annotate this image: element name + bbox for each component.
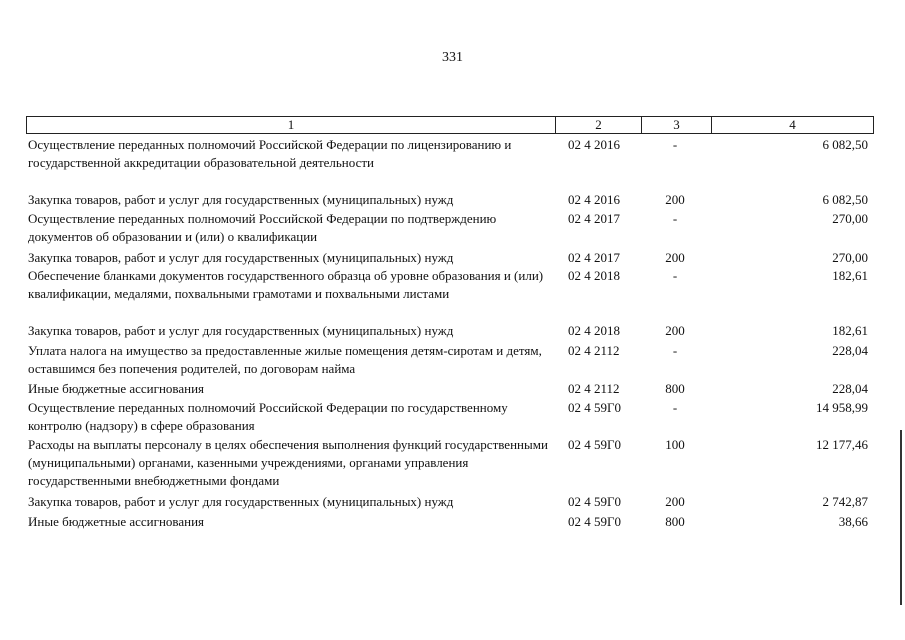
row-sum: 182,61 bbox=[832, 268, 868, 283]
row-sum: 12 177,46 bbox=[816, 437, 868, 452]
row-code: 02 4 59Г0 bbox=[568, 514, 622, 529]
row-type: 200 bbox=[665, 323, 685, 338]
header-col-4: 4 bbox=[789, 117, 796, 132]
header-col-2: 2 bbox=[556, 117, 642, 133]
row-type: - bbox=[672, 400, 678, 415]
row-sum: 38,66 bbox=[838, 514, 868, 529]
header-col-3: 3 bbox=[642, 117, 712, 133]
row-code: 02 4 2017 bbox=[568, 250, 620, 265]
row-sum: 182,61 bbox=[832, 323, 868, 338]
row-sum: 228,04 bbox=[832, 343, 868, 358]
row-sum: 6 082,50 bbox=[822, 192, 868, 207]
row-type: - bbox=[672, 137, 678, 152]
row-type: - bbox=[672, 211, 678, 226]
row-code: 02 4 59Г0 bbox=[568, 437, 622, 452]
row-name: Закупка товаров, работ и услуг для государственных (муниципальных) нужд bbox=[28, 323, 454, 338]
row-name: Обеспечение бланками документов государственного образца об уровне образования и (или) квалификации, медалями, похвальными грамотами и похвальными листами bbox=[28, 268, 544, 301]
row-type: 800 bbox=[665, 514, 685, 529]
row-name: Осуществление переданных полномочий Российской Федерации по подтверждению документов об образовании и (или) о квалификации bbox=[28, 211, 497, 244]
row-code: 02 4 2018 bbox=[568, 268, 620, 283]
row-code: 02 4 2016 bbox=[568, 192, 620, 207]
page-number: 331 bbox=[442, 50, 463, 65]
row-name: Осуществление переданных полномочий Российской Федерации по государственному контролю (надзору) в сфере образования bbox=[28, 400, 508, 433]
row-name: Расходы на выплаты персоналу в целях обеспечения выполнения функций государственными (муниципальными) органами, казенными учреждениями, органами управления государственными внебюджетными фондами bbox=[28, 437, 548, 488]
row-name: Осуществление переданных полномочий Российской Федерации по лицензированию и государственной аккредитации образовательной деятельности bbox=[28, 137, 512, 170]
scan-edge-line bbox=[900, 430, 902, 605]
row-name: Иные бюджетные ассигнования bbox=[28, 381, 205, 396]
row-name: Уплата налога на имущество за предоставленные жилые помещения детям-сиротам и детям, оставшимся без попечения родителей, по договорам найма bbox=[28, 343, 542, 376]
row-sum: 14 958,99 bbox=[816, 400, 868, 415]
row-name: Закупка товаров, работ и услуг для государственных (муниципальных) нужд bbox=[28, 250, 454, 265]
row-code: 02 4 2112 bbox=[568, 343, 620, 358]
row-type: - bbox=[672, 268, 678, 283]
row-code: 02 4 2017 bbox=[568, 211, 620, 226]
row-code: 02 4 2016 bbox=[568, 137, 620, 152]
row-type: 200 bbox=[665, 494, 685, 509]
row-name: Иные бюджетные ассигнования bbox=[28, 514, 205, 529]
row-type: - bbox=[672, 343, 678, 358]
row-type: 200 bbox=[665, 250, 685, 265]
row-code: 02 4 2112 bbox=[568, 381, 620, 396]
row-type: 200 bbox=[665, 192, 685, 207]
header-col-1: 1 bbox=[27, 117, 556, 133]
row-code: 02 4 59Г0 bbox=[568, 494, 622, 509]
row-sum: 228,04 bbox=[832, 381, 868, 396]
row-code: 02 4 2018 bbox=[568, 323, 620, 338]
row-name: Закупка товаров, работ и услуг для государственных (муниципальных) нужд bbox=[28, 494, 454, 509]
row-type: 100 bbox=[665, 437, 685, 452]
row-sum: 6 082,50 bbox=[822, 137, 868, 152]
row-sum: 270,00 bbox=[832, 250, 868, 265]
row-sum: 270,00 bbox=[832, 211, 868, 226]
row-name: Закупка товаров, работ и услуг для государственных (муниципальных) нужд bbox=[28, 192, 454, 207]
row-type: 800 bbox=[665, 381, 685, 396]
row-sum: 2 742,87 bbox=[822, 494, 868, 509]
row-code: 02 4 59Г0 bbox=[568, 400, 622, 415]
